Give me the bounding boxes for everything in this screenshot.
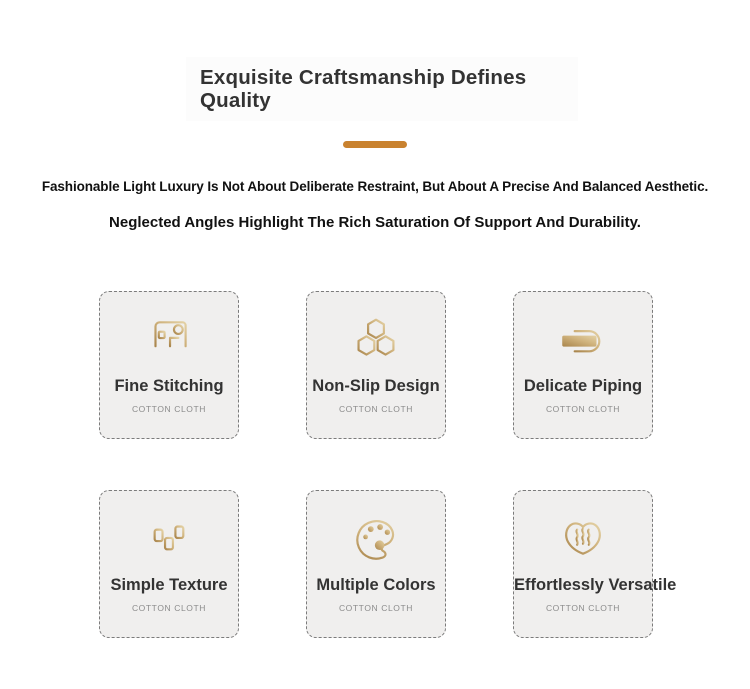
card-title: Delicate Piping bbox=[523, 377, 643, 395]
card-subtitle: COTTON CLOTH bbox=[338, 404, 414, 414]
card-subtitle: COTTON CLOTH bbox=[545, 603, 621, 613]
feature-card-versatile bbox=[513, 490, 677, 638]
feature-card-fine-stitching bbox=[99, 291, 239, 439]
feature-card-colors bbox=[306, 490, 446, 638]
piping-icon bbox=[514, 312, 652, 370]
card-subtitle: COTTON CLOTH bbox=[338, 603, 414, 613]
palette-icon bbox=[307, 511, 445, 569]
card-title: Fine Stitching bbox=[114, 377, 224, 395]
card-subtitle: COTTON CLOTH bbox=[545, 404, 621, 414]
heart-steam-icon bbox=[514, 511, 652, 569]
feature-card-texture bbox=[99, 490, 239, 638]
card-title: Simple Texture bbox=[110, 576, 228, 594]
sewing-machine-icon bbox=[100, 312, 238, 370]
feature-card-grid bbox=[99, 291, 677, 689]
card-title: Multiple Colors bbox=[316, 576, 436, 594]
card-subtitle: COTTON CLOTH bbox=[131, 603, 207, 613]
intro-line-1: Fashionable Light Luxury Is Not About Deliberate Restraint, But About A Precise And Balanced Aesthetic. bbox=[41, 179, 709, 194]
feature-card-piping bbox=[513, 291, 653, 439]
sliders-icon bbox=[100, 511, 238, 569]
card-title: Effortlessly Versatile bbox=[514, 576, 677, 594]
intro-line-2: Neglected Angles Highlight The Rich Saturation Of Support And Durability. bbox=[109, 214, 641, 231]
card-title: Non-Slip Design bbox=[312, 377, 440, 395]
hexagons-icon bbox=[307, 312, 445, 370]
page-title: Exquisite Craftsmanship Defines Quality bbox=[200, 66, 527, 112]
accent-divider bbox=[343, 141, 407, 148]
card-subtitle: COTTON CLOTH bbox=[131, 404, 207, 414]
feature-card-non-slip bbox=[306, 291, 446, 439]
